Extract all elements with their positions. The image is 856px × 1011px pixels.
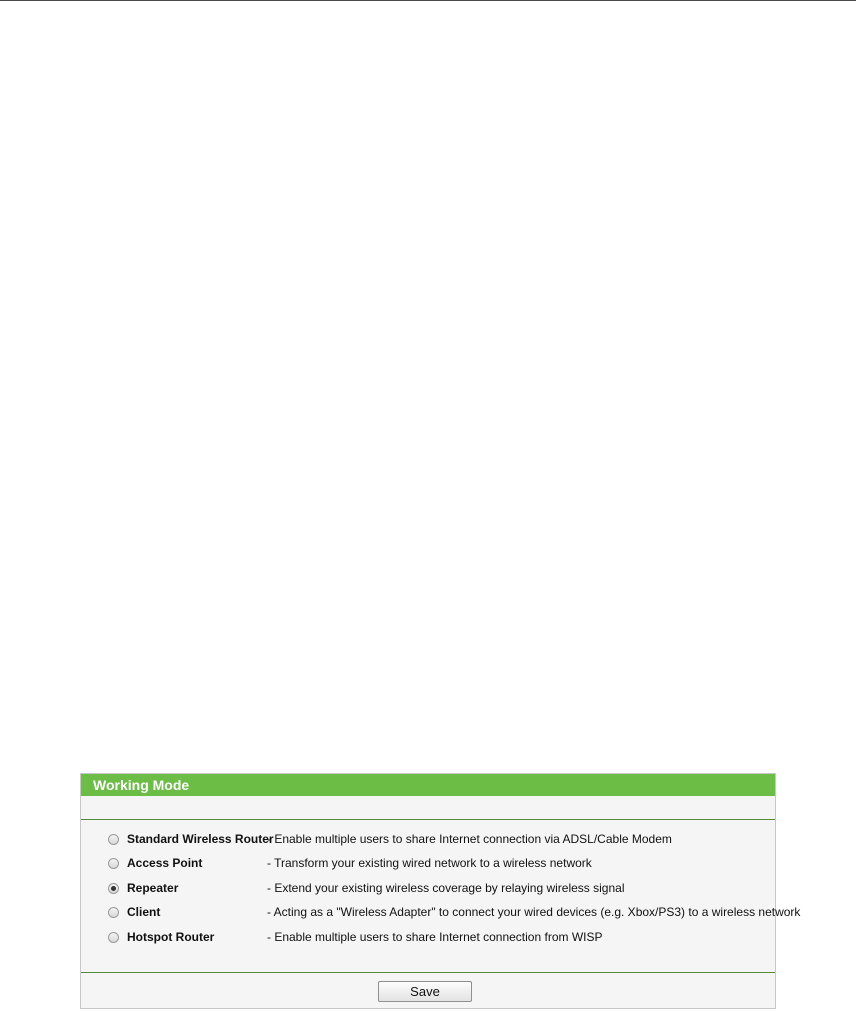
divider-bottom — [81, 972, 775, 973]
option-access-point[interactable] — [108, 853, 592, 873]
option-label[interactable]: Access Point — [127, 856, 203, 870]
radio-standard-wireless-router[interactable] — [108, 834, 119, 845]
option-standard-wireless-router[interactable] — [108, 829, 672, 849]
option-description: - Extend your existing wireless coverage by relaying wireless signal — [267, 881, 625, 895]
option-description: - Transform your existing wired network to a wireless network — [267, 856, 592, 870]
option-hotspot-router[interactable] — [108, 927, 603, 947]
top-divider — [0, 0, 856, 1]
option-label[interactable]: Standard Wireless Router — [127, 832, 274, 846]
working-mode-panel — [80, 773, 801, 1009]
option-description: - Enable multiple users to share Internet connection from WISP — [267, 930, 603, 944]
panel-title: Working Mode — [81, 774, 775, 796]
option-label[interactable]: Repeater — [127, 881, 179, 895]
option-label[interactable]: Hotspot Router — [127, 930, 215, 944]
option-repeater[interactable] — [108, 878, 625, 898]
radio-access-point[interactable] — [108, 858, 119, 869]
radio-repeater[interactable] — [108, 883, 119, 894]
divider-top — [81, 819, 775, 820]
option-description: - Enable multiple users to share Internet connection via ADSL/Cable Modem — [267, 832, 672, 846]
option-label[interactable]: Client — [127, 905, 161, 919]
save-button[interactable]: Save — [378, 981, 472, 1002]
option-description: - Acting as a "Wireless Adapter" to connect your wired devices (e.g. Xbox/PS3) to a wireless network — [267, 905, 801, 919]
radio-hotspot-router[interactable] — [108, 932, 119, 943]
option-client[interactable] — [108, 902, 800, 922]
radio-client[interactable] — [108, 907, 119, 918]
